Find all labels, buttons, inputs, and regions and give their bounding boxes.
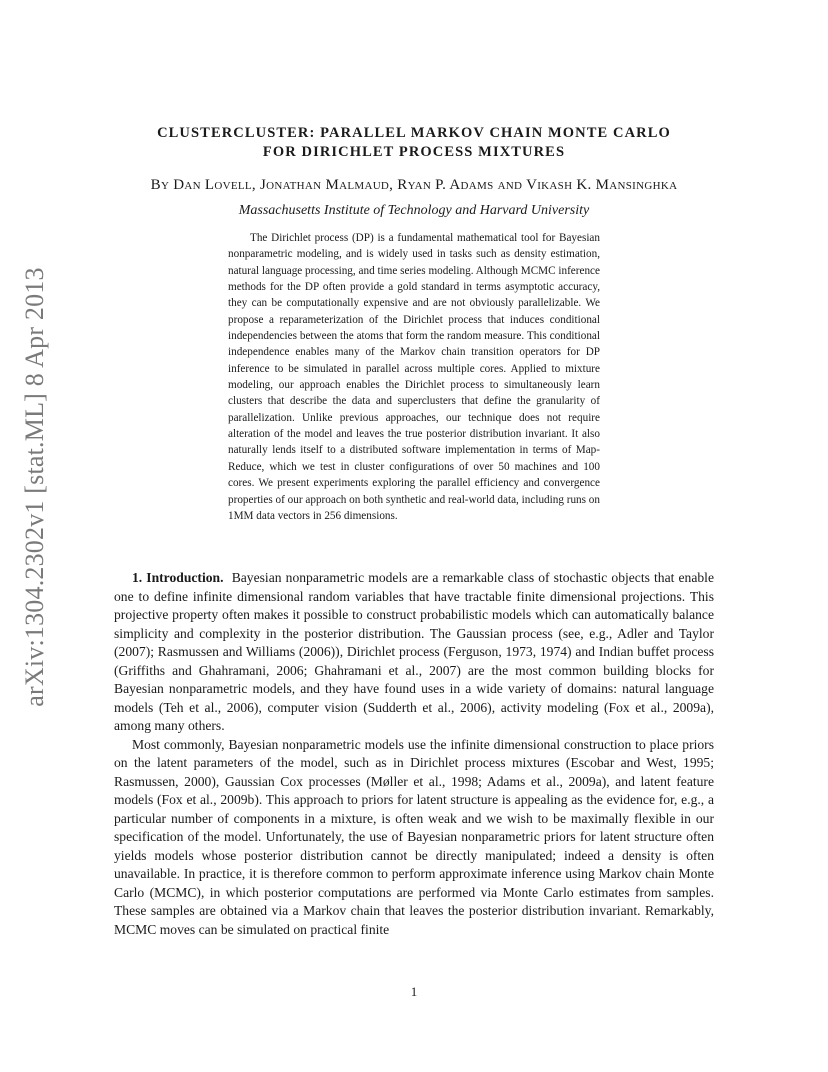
affiliation: Massachusetts Institute of Technology and Harvard University [238, 203, 590, 218]
intro-paragraph-2: Most commonly, Bayesian nonparametric models use the infinite dimensional construction to place priors on the latent parameters of the model, such as in Dirichlet process mixtures (Escobar and West, 1995; Rasmussen, 2000), Gaussian Cox processes (Møller et al., 1998; Adams et al., 2009a), and latent feature models (Fox et al., 2009b). This approach to priors for latent structure is appealing as the evidence for, e.g., a particular number of components in a mixture, is often weak and we wish to be maximally flexible in our specification of the model. Unfortunately, the use of Bayesian nonparametric priors for latent structure often yields models whose posterior distribution cannot be directly manipulated; indeed a density is often unavailable. In practice, it is therefore common to perform approximate inference using Markov chain Monte Carlo (MCMC), in which posterior computations are performed via Monte Carlo estimates from samples. These samples are obtained via a Markov chain that leaves the posterior distribution invariant. Remarkably, MCMC moves can be simulated on practical finite [114, 736, 714, 937]
intro-paragraph-1 [114, 569, 714, 736]
abstract: The Dirichlet process (DP) is a fundamental mathematical tool for Bayesian nonparametric modeling, and is widely used in tasks such as density estimation, natural language processing, and time series modeling. Although MCMC inference methods for the DP often provide a gold standard in terms asymptotic accuracy, they can be computationally expensive and are not obviously parallelizable. We propose a reparameterization of the Dirichlet process that induces conditional independencies between the atoms that form the random measure. This conditional independence enables many of the Markov chain transition operators for DP inference to be simulated in parallel across multiple cores. Applied to mixture modeling, our approach enables the Dirichlet process to simultaneously learn clusters that describe the data and superclusters that define the granularity of parallelization. Unlike previous approaches, our technique does not require alteration of the model and leaves the true posterior distribution invariant. It also naturally lends itself to a distributed software implementation in terms of Map-Reduce, which we test in cluster configurations of over 50 machines and 100 cores. We present experiments exploring the parallel efficiency and convergence properties of our approach on both synthetic and real-world data, including runs on 1MM data vectors in 256 dimensions. [228, 232, 600, 522]
arxiv-stamp [18, 267, 52, 707]
page-number: 1 [410, 984, 418, 999]
title-line-1: CLUSTERCLUSTER: PARALLEL MARKOV CHAIN MONTE CARLO [157, 125, 671, 141]
intro-paragraph-1-text: Bayesian nonparametric models are a remarkable class of stochastic objects that enable one to define infinite dimensional random variables that have tractable finite dimensional projections. This projective property often makes it possible to construct probabilistic models which can automatically balance simplicity and complexity in the posterior distribution. The Gaussian process (see, e.g., Adler and Taylor (2007); Rasmussen and Williams (2006)), Dirichlet process (Ferguson, 1973, 1974) and Indian buffet process (Griffiths and Ghahramani, 2006; Ghahramani et al., 2007) are the most common building blocks for Bayesian nonparametric models, and they have found uses in a wide variety of domains: natural language models (Teh et al., 2006), computer vision (Sudderth et al., 2006), activity modeling (Fox et al., 2009a), among many others. [114, 570, 714, 733]
arxiv-id-text: arXiv:1304.2302v1 [stat.ML] 8 Apr 2013 [20, 267, 49, 707]
author-list: By Dan Lovell, Jonathan Malmaud, Ryan P. Adams and Vikash K. Mansinghka [150, 177, 678, 193]
paper-title [0, 124, 828, 162]
intro-section [114, 569, 714, 939]
section-heading: 1. Introduction. [132, 570, 224, 585]
title-line-2: FOR DIRICHLET PROCESS MIXTURES [262, 144, 566, 160]
